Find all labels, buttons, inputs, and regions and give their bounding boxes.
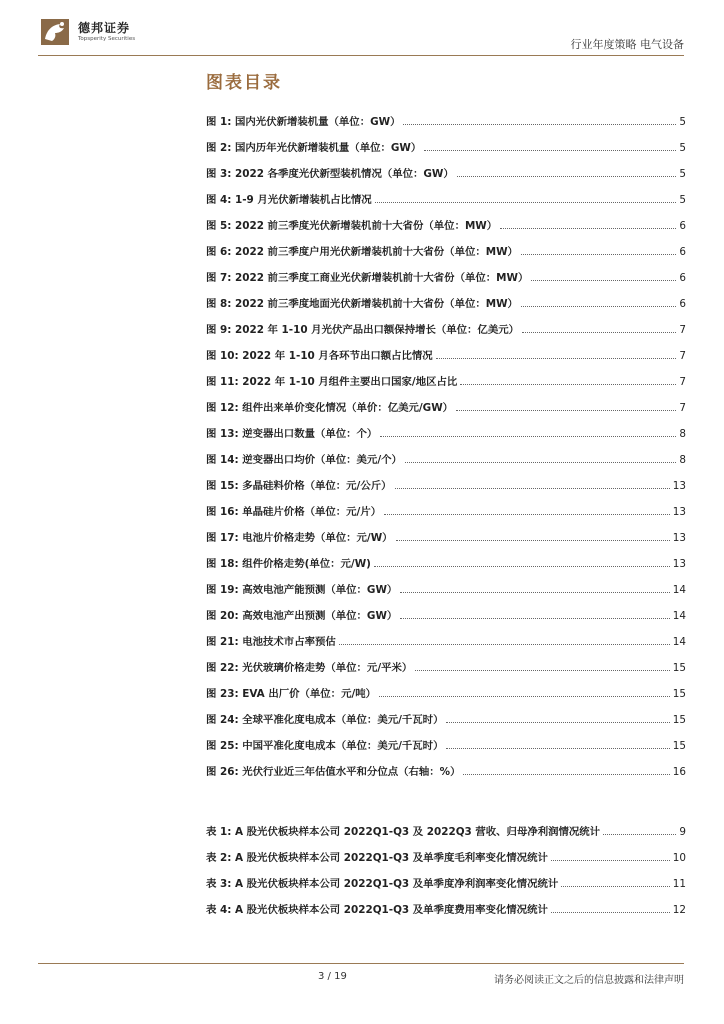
- toc-title: 图表目录: [206, 73, 282, 93]
- figure-entry-page: 14: [672, 610, 686, 622]
- figure-entry-page: 13: [672, 480, 686, 492]
- figure-entry[interactable]: [206, 232, 686, 258]
- dot-leader: [405, 462, 676, 463]
- dot-leader: [424, 150, 676, 151]
- dot-leader: [463, 774, 669, 775]
- figure-entry[interactable]: [206, 726, 686, 752]
- figure-entry-label: 图 16: 单晶硅片价格（单位：元/片）: [206, 506, 382, 518]
- figure-entry-page: 13: [672, 506, 686, 518]
- figure-entry[interactable]: [206, 466, 686, 492]
- dot-leader: [522, 332, 676, 333]
- dot-leader: [384, 514, 670, 515]
- logo-mark-icon: [38, 15, 72, 49]
- figure-entry-label: 图 15: 多晶硅料价格（单位：元/公斤）: [206, 480, 392, 492]
- dot-leader: [374, 566, 670, 567]
- table-list: [206, 812, 686, 916]
- figure-entry[interactable]: [206, 310, 686, 336]
- figure-entry-page: 15: [672, 662, 686, 674]
- figure-entry-page: 5: [679, 142, 686, 154]
- figure-entry-label: 图 11: 2022 年 1-10 月组件主要出口国家/地区占比: [206, 376, 458, 388]
- dot-leader: [456, 410, 676, 411]
- figure-entry[interactable]: [206, 622, 686, 648]
- figure-entry-page: 15: [672, 714, 686, 726]
- figure-entry-page: 7: [679, 350, 686, 362]
- figure-entry[interactable]: [206, 258, 686, 284]
- figure-entry-page: 5: [679, 194, 686, 206]
- figure-entry-label: 图 24: 全球平准化度电成本（单位：美元/千瓦时）: [206, 714, 444, 726]
- figure-entry-label: 图 25: 中国平准化度电成本（单位：美元/千瓦时）: [206, 740, 444, 752]
- figure-entry-page: 6: [679, 220, 686, 232]
- figure-entry-label: 图 19: 高效电池产能预测（单位：GW）: [206, 584, 398, 596]
- dot-leader: [603, 834, 676, 835]
- figure-entry[interactable]: [206, 180, 686, 206]
- table-entry-page: 10: [672, 852, 686, 864]
- dot-leader: [375, 202, 677, 203]
- figure-entry[interactable]: [206, 206, 686, 232]
- dot-leader: [551, 912, 670, 913]
- figure-entry-label: 图 17: 电池片价格走势（单位：元/W）: [206, 532, 393, 544]
- company-logo: [38, 15, 138, 49]
- figure-entry-page: 5: [679, 116, 686, 128]
- logo-text-cn: 德邦证券: [78, 21, 131, 35]
- dot-leader: [446, 748, 669, 749]
- figure-entry-page: 5: [679, 168, 686, 180]
- figure-entry-label: 图 4: 1-9 月光伏新增装机占比情况: [206, 194, 372, 206]
- figure-entry-label: 图 13: 逆变器出口数量（单位：个）: [206, 428, 378, 440]
- figure-entry[interactable]: [206, 570, 686, 596]
- table-entry-label: 表 3: A 股光伏板块样本公司 2022Q1-Q3 及单季度净利润率变化情况统计: [206, 878, 559, 890]
- figure-entry-label: 图 26: 光伏行业近三年估值水平和分位点（右轴：%）: [206, 766, 461, 778]
- page-number: 3 / 19: [318, 971, 347, 982]
- figure-entry-page: 13: [672, 532, 686, 544]
- figure-entry-page: 7: [679, 376, 686, 388]
- figure-entry[interactable]: [206, 388, 686, 414]
- footer-divider: [38, 963, 684, 964]
- figure-entry-page: 14: [672, 636, 686, 648]
- figure-entry-page: 13: [672, 558, 686, 570]
- dot-leader: [551, 860, 670, 861]
- logo-text-en: Topsperity Securities: [78, 36, 136, 42]
- figure-entry-label: 图 3: 2022 各季度光伏新型装机情况（单位：GW）: [206, 168, 454, 180]
- figure-entry[interactable]: [206, 336, 686, 362]
- figure-entry-label: 图 18: 组件价格走势(单位：元/W): [206, 558, 371, 570]
- figure-entry[interactable]: [206, 648, 686, 674]
- figure-entry-label: 图 10: 2022 年 1-10 月各环节出口额占比情况: [206, 350, 433, 362]
- figure-entry-label: 图 6: 2022 前三季度户用光伏新增装机前十大省份（单位：MW）: [206, 246, 518, 258]
- figure-entry[interactable]: [206, 440, 686, 466]
- figure-entry[interactable]: [206, 414, 686, 440]
- figure-entry-label: 图 7: 2022 前三季度工商业光伏新增装机前十大省份（单位：MW）: [206, 272, 529, 284]
- figure-entry[interactable]: [206, 752, 686, 778]
- dot-leader: [457, 176, 677, 177]
- figure-entry-label: 图 20: 高效电池产出预测（单位：GW）: [206, 610, 398, 622]
- dot-leader: [446, 722, 669, 723]
- figure-entry[interactable]: [206, 102, 686, 128]
- figure-entry-page: 15: [672, 688, 686, 700]
- figure-entry-label: 图 1: 国内光伏新增装机量（单位：GW）: [206, 116, 401, 128]
- figure-entry-page: 8: [679, 454, 686, 466]
- figure-entry-label: 图 14: 逆变器出口均价（单位：美元/个）: [206, 454, 402, 466]
- footer-disclaimer: 请务必阅读正文之后的信息披露和法律声明: [494, 975, 684, 986]
- table-entry-page: 11: [672, 878, 686, 890]
- dot-leader: [500, 228, 676, 229]
- figure-entry[interactable]: [206, 284, 686, 310]
- header-divider: [38, 55, 684, 56]
- dot-leader: [380, 436, 676, 437]
- dot-leader: [400, 592, 669, 593]
- figure-entry-page: 16: [672, 766, 686, 778]
- figure-entry-page: 15: [672, 740, 686, 752]
- dot-leader: [379, 696, 670, 697]
- table-entry-page: 9: [679, 826, 686, 838]
- figure-entry-label: 图 8: 2022 前三季度地面光伏新增装机前十大省份（单位：MW）: [206, 298, 518, 310]
- figure-entry-page: 6: [679, 246, 686, 258]
- figure-entry[interactable]: [206, 128, 686, 154]
- table-entry-page: 12: [672, 904, 686, 916]
- dot-leader: [339, 644, 670, 645]
- table-entry-label: 表 2: A 股光伏板块样本公司 2022Q1-Q3 及单季度毛利率变化情况统计: [206, 852, 548, 864]
- table-entry[interactable]: [206, 812, 686, 838]
- table-entry[interactable]: [206, 864, 686, 890]
- table-entry-label: 表 4: A 股光伏板块样本公司 2022Q1-Q3 及单季度费用率变化情况统计: [206, 904, 548, 916]
- figure-entry[interactable]: [206, 544, 686, 570]
- figure-list: [206, 102, 686, 778]
- figure-entry-label: 图 5: 2022 前三季度光伏新增装机前十大省份（单位：MW）: [206, 220, 498, 232]
- figure-entry[interactable]: [206, 596, 686, 622]
- figure-entry-page: 6: [679, 272, 686, 284]
- figure-entry-label: 图 21: 电池技术市占率预估: [206, 636, 336, 648]
- dot-leader: [403, 124, 676, 125]
- dot-leader: [521, 306, 676, 307]
- figure-entry-label: 图 12: 组件出来单价变化情况（单价：亿美元/GW）: [206, 402, 454, 414]
- dot-leader: [436, 358, 677, 359]
- figure-entry-page: 7: [679, 402, 686, 414]
- table-entry[interactable]: [206, 890, 686, 916]
- figure-entry-label: 图 2: 国内历年光伏新增装机量（单位：GW）: [206, 142, 422, 154]
- figure-entry[interactable]: [206, 154, 686, 180]
- table-entry[interactable]: [206, 838, 686, 864]
- dot-leader: [400, 618, 669, 619]
- figure-entry-label: 图 22: 光伏玻璃价格走势（单位：元/平米）: [206, 662, 413, 674]
- dot-leader: [395, 488, 670, 489]
- figure-entry-page: 7: [679, 324, 686, 336]
- figure-entry[interactable]: [206, 518, 686, 544]
- figure-entry-page: 14: [672, 584, 686, 596]
- dot-leader: [531, 280, 676, 281]
- figure-entry-page: 8: [679, 428, 686, 440]
- figure-entry-page: 6: [679, 298, 686, 310]
- dot-leader: [396, 540, 670, 541]
- figure-entry[interactable]: [206, 674, 686, 700]
- header-category: 行业年度策略 电气设备: [570, 38, 684, 51]
- figure-entry-label: 图 9: 2022 年 1-10 月光伏产品出口额保持增长（单位：亿美元）: [206, 324, 519, 336]
- dot-leader: [460, 384, 676, 385]
- table-entry-label: 表 1: A 股光伏板块样本公司 2022Q1-Q3 及 2022Q3 营收、归母净利润情况统计: [206, 826, 601, 838]
- figure-entry[interactable]: [206, 700, 686, 726]
- figure-entry[interactable]: [206, 492, 686, 518]
- figure-entry-label: 图 23: EVA 出厂价（单位：元/吨）: [206, 688, 377, 700]
- dot-leader: [415, 670, 669, 671]
- dot-leader: [521, 254, 676, 255]
- dot-leader: [561, 886, 670, 887]
- figure-entry[interactable]: [206, 362, 686, 388]
